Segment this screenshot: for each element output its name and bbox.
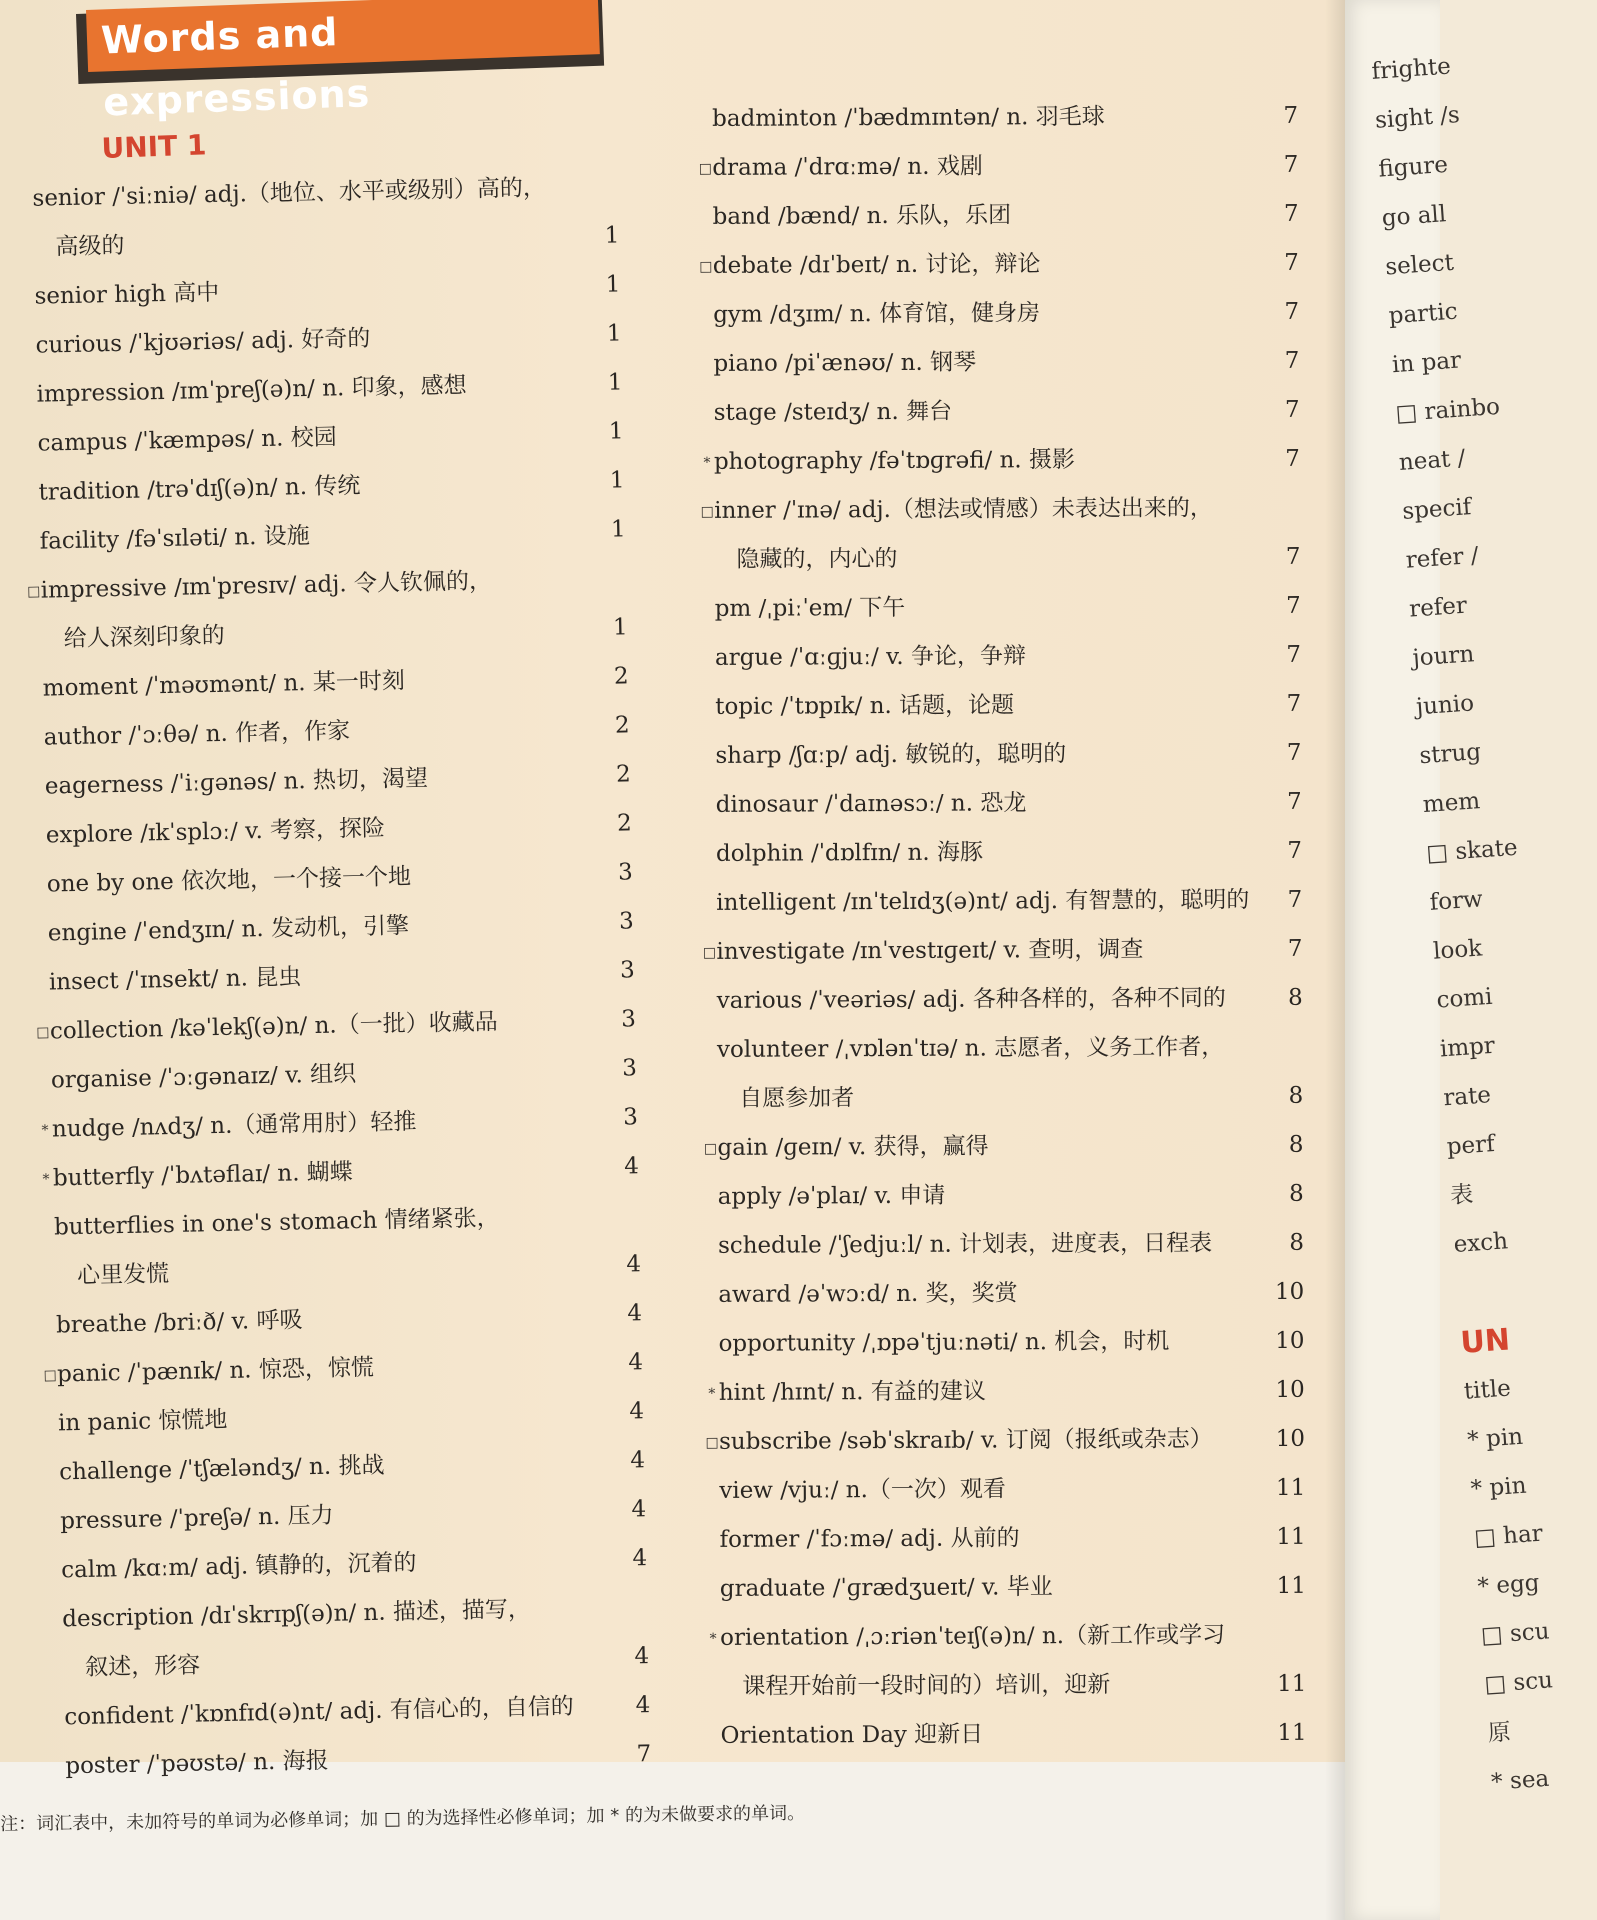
vocab-text: campus /ˈkæmpəs/ n. 校园 — [37, 424, 337, 457]
vocab-text: nudge /nʌdʒ/ n.（通常用肘）轻推 — [51, 1108, 417, 1143]
vocab-entry — [699, 288, 1299, 340]
page-number: 1 — [609, 467, 625, 494]
vocab-text: tradition /trəˈdɪʃ(ə)n/ n. 传统 — [38, 472, 361, 506]
page-number: 11 — [1276, 1572, 1306, 1599]
vocab-entry — [706, 1611, 1306, 1663]
vocab-text: 给人深刻印象的 — [63, 622, 225, 653]
right-page-fragment: frighte — [1370, 53, 1452, 85]
vocab-entry — [704, 1268, 1304, 1320]
page-number: 11 — [1276, 1523, 1306, 1550]
vocab-entry — [702, 827, 1302, 879]
page-number: 3 — [618, 908, 635, 935]
page-number: 7 — [1283, 102, 1299, 129]
vocab-text: impressive /ɪmˈpresɪv/ adj. 令人钦佩的， — [40, 568, 493, 604]
page-number: 1 — [605, 271, 621, 298]
vocab-text: stage /steɪdʒ/ n. 舞台 — [713, 398, 953, 426]
page-number: 7 — [1284, 298, 1300, 325]
vocab-text: organise /ˈɔːɡənaɪz/ v. 组织 — [50, 1061, 357, 1094]
vocab-text: award /əˈwɔːd/ n. 奖，奖赏 — [718, 1280, 1018, 1308]
vocab-entry — [704, 1317, 1304, 1369]
page-number: 4 — [623, 1153, 640, 1180]
page-number: 7 — [636, 1741, 652, 1768]
page-number: 4 — [628, 1349, 644, 1376]
vocab-text: dolphin /ˈdɒlfɪn/ n. 海豚 — [715, 839, 984, 867]
right-page-fragment: forw — [1428, 886, 1484, 916]
footnote: 注：词汇表中，未加符号的单词为必修单词；加 □ 的为选择性必修单词；加 * 的为未做要求的单词。 — [0, 1802, 806, 1835]
optional-marker: * — [703, 454, 711, 471]
right-page-fragment: figure — [1377, 151, 1449, 183]
vocab-text: gym /dʒɪm/ n. 体育馆，健身房 — [713, 300, 1041, 328]
vocab-entry — [706, 1562, 1306, 1614]
vocab-entry — [698, 141, 1298, 193]
vocab-text: photography /fəˈtɒɡrəfi/ n. 摄影 — [713, 447, 1076, 475]
vocab-text: 叙述，形容 — [85, 1652, 201, 1681]
right-page-fragment: UN — [1459, 1322, 1512, 1361]
page-number: 7 — [1284, 249, 1299, 276]
vocabulary-column-left — [18, 162, 652, 1791]
optional-marker: * — [42, 1171, 50, 1188]
vocab-text: insect /ˈɪnsekt/ n. 昆虫 — [48, 964, 302, 996]
page-number: 11 — [1275, 1474, 1306, 1501]
page-number: 8 — [1289, 1229, 1305, 1256]
vocab-text: 课程开始前一段时间的）培训，迎新 — [742, 1671, 1111, 1700]
vocab-text: in panic 惊慌地 — [57, 1406, 228, 1437]
page-number: 1 — [606, 320, 622, 347]
right-page-fragment: * pin — [1466, 1423, 1524, 1454]
page-number: 10 — [1275, 1425, 1306, 1452]
vocab-entry — [698, 92, 1298, 144]
page-number: 10 — [1275, 1376, 1305, 1403]
vocab-text: badminton /ˈbædmɪntən/ n. 羽毛球 — [712, 103, 1105, 132]
page-number: 3 — [620, 1006, 637, 1033]
vocab-text: schedule /ˈʃedjuːl/ n. 计划表，进度表，日程表 — [717, 1230, 1213, 1259]
page-number: 2 — [616, 810, 632, 837]
vocab-text: collection /kəˈlekʃ(ə)n/ n.（一批）收藏品 — [49, 1009, 498, 1045]
page-number: 3 — [621, 1055, 638, 1082]
page-number: 4 — [631, 1496, 647, 1523]
page-number: 1 — [608, 418, 624, 445]
vocab-text: explore /ɪkˈsplɔː/ v. 考察，探险 — [45, 815, 386, 849]
page-number — [578, 162, 618, 163]
vocab-text: 心里发慌 — [76, 1261, 170, 1290]
elective-marker: □ — [703, 1140, 718, 1157]
vocab-text: confident /ˈkɒnfɪd(ə)nt/ adj. 有信心的，自信的 — [64, 1693, 575, 1731]
vocab-text: band /bænd/ n. 乐队，乐团 — [712, 202, 1012, 230]
vocab-text: facility /fəˈsɪləti/ n. 设施 — [39, 522, 311, 555]
elective-marker: □ — [699, 258, 713, 275]
vocab-text: challenge /ˈtʃæləndʒ/ n. 挑战 — [58, 1452, 385, 1486]
optional-marker: * — [41, 1122, 49, 1139]
right-page-fragment: refer / — [1404, 542, 1480, 574]
page-number: 10 — [1275, 1327, 1305, 1354]
vocab-entry — [701, 582, 1301, 634]
right-page-fragment: exch — [1452, 1228, 1509, 1259]
page-number: 7 — [1287, 788, 1302, 815]
page-number: 8 — [1288, 984, 1303, 1011]
vocab-entry — [702, 778, 1302, 830]
vocab-text: panic /ˈpænɪk/ n. 惊恐，惊慌 — [56, 1354, 375, 1388]
page-number: 2 — [613, 663, 629, 690]
right-page-fragment: * egg — [1476, 1569, 1541, 1601]
vocab-entry — [705, 1415, 1305, 1467]
vocab-text: butterfly /ˈbʌtəflaɪ/ n. 蝴蝶 — [52, 1159, 354, 1192]
vocab-text: description /dɪˈskrɪpʃ(ə)n/ n. 描述，描写， — [61, 1596, 532, 1633]
vocab-text: apply /əˈplaɪ/ v. 申请 — [717, 1182, 946, 1210]
right-page-fragment: select — [1384, 249, 1455, 281]
page-number: 4 — [626, 1251, 642, 1278]
page-number: 3 — [617, 859, 634, 886]
vocab-text: calm /kɑːm/ adj. 镇静的，沉着的 — [60, 1549, 417, 1584]
vocab-text: dinosaur /ˈdaɪnəsɔː/ n. 恐龙 — [715, 790, 1027, 818]
vocabulary-column-middle — [698, 92, 1307, 1761]
page-number: 4 — [632, 1545, 648, 1572]
vocab-entry — [706, 1709, 1306, 1761]
page-number: 11 — [1276, 1670, 1307, 1697]
right-page-fragment: □ rainbo — [1394, 393, 1501, 428]
section-title: Words and expressions — [100, 10, 371, 125]
page-number — [608, 1583, 648, 1584]
vocab-text: moment /ˈməʊmənt/ n. 某一时刻 — [42, 668, 406, 702]
right-page-fragment: in par — [1391, 347, 1462, 379]
right-page-fragment: perf — [1445, 1131, 1496, 1161]
vocab-entry — [704, 1170, 1304, 1222]
vocab-entry — [699, 190, 1299, 242]
vocab-text: engine /ˈendʒɪn/ n. 发动机，引擎 — [47, 912, 410, 947]
vocab-text: various /ˈveəriəs/ adj. 各种各样的，各种不同的 — [716, 985, 1226, 1014]
right-page-fragment: mem — [1422, 788, 1481, 819]
vocab-entry — [701, 680, 1301, 732]
right-page-fragment: refer — [1408, 592, 1468, 623]
vocab-entry — [699, 337, 1299, 389]
elective-marker: □ — [26, 583, 41, 600]
vocab-entry — [702, 876, 1302, 928]
page-number: 10 — [1274, 1278, 1305, 1305]
right-page-fragment: title — [1463, 1375, 1512, 1405]
page-number: 4 — [629, 1398, 645, 1425]
vocab-text: drama /ˈdrɑːmə/ n. 戏剧 — [712, 153, 983, 181]
page-number: 2 — [614, 712, 630, 739]
page-number: 1 — [607, 369, 623, 396]
page-number: 1 — [610, 516, 626, 543]
right-page-fragment: 表 — [1449, 1181, 1475, 1210]
right-page-fragment: □ scu — [1480, 1618, 1551, 1650]
vocab-entry — [705, 1464, 1305, 1516]
vocab-entry — [701, 631, 1301, 683]
vocab-text: piano /piˈænəʊ/ n. 钢琴 — [713, 349, 977, 377]
page-number: 2 — [615, 761, 631, 788]
page-number: 7 — [1285, 592, 1301, 619]
page-number: 4 — [627, 1300, 643, 1327]
page-number: 7 — [1283, 200, 1299, 227]
vocab-entry — [700, 435, 1300, 487]
vocab-text: topic /ˈtɒpɪk/ n. 话题，论题 — [715, 692, 1015, 720]
vocab-text: Orientation Day 迎新日 — [720, 1721, 984, 1749]
vocab-text: curious /ˈkjʊəriəs/ adj. 好奇的 — [35, 325, 371, 359]
right-page-fragment: sight /s — [1374, 101, 1461, 134]
elective-marker: □ — [705, 1434, 719, 1451]
vocab-text: view /vjuː/ n.（一次）观看 — [719, 1476, 1006, 1504]
vocab-text: sharp /ʃɑːp/ adj. 敏锐的，聪明的 — [715, 741, 1067, 769]
page-number: 7 — [1285, 445, 1300, 472]
vocab-entry-continuation — [700, 533, 1300, 585]
right-page-fragment: * pin — [1469, 1472, 1528, 1503]
vocab-text: inner /ˈɪnə/ adj.（想法或情感）未表达出来的， — [714, 495, 1213, 524]
page-number: 7 — [1286, 739, 1302, 766]
vocab-entry — [704, 1219, 1304, 1271]
vocab-text: hint /hɪnt/ n. 有益的建议 — [718, 1378, 986, 1406]
vocab-text: investigate /ɪnˈvestɪɡeɪt/ v. 查明，调查 — [716, 936, 1144, 965]
page-number: 7 — [1283, 151, 1299, 178]
vocab-text: poster /ˈpəʊstə/ n. 海报 — [65, 1747, 329, 1780]
elective-marker: □ — [36, 1024, 50, 1041]
optional-marker: * — [708, 1385, 716, 1402]
page-number: 4 — [630, 1447, 646, 1474]
right-page-fragment: specif — [1401, 494, 1473, 525]
vocab-entry — [705, 1513, 1305, 1565]
page-number: 1 — [612, 614, 628, 641]
page-number: 7 — [1286, 641, 1302, 668]
right-page-fragment: comi — [1435, 983, 1494, 1014]
elective-marker: □ — [702, 944, 717, 961]
vocab-text: butterflies in one's stomach 情绪紧张， — [53, 1205, 500, 1241]
right-page-fragment: impr — [1439, 1032, 1496, 1063]
vocab-text: gain /ɡeɪn/ v. 获得，赢得 — [717, 1133, 989, 1161]
right-page-fragment: □ scu — [1483, 1667, 1554, 1698]
vocab-text: 隐藏的，内心的 — [736, 545, 898, 573]
right-page-fragment — [1455, 1264, 1548, 1319]
vocab-text: one by one 依次地，一个接一个地 — [46, 863, 412, 898]
vocab-text: breathe /briːð/ v. 呼吸 — [55, 1307, 303, 1339]
vocab-text: graduate /ˈɡrædʒueɪt/ v. 毕业 — [719, 1574, 1053, 1602]
page-number: 3 — [619, 957, 636, 984]
page-number: 7 — [1287, 935, 1303, 962]
vocab-text: opportunity /ˌɒpəˈtjuːnəti/ n. 机会，时机 — [718, 1328, 1170, 1357]
page-number: 1 — [604, 222, 620, 249]
vocab-entry-continuation — [703, 1072, 1303, 1124]
vocab-entry — [703, 1121, 1303, 1173]
vocab-text: pressure /ˈpreʃə/ n. 压力 — [59, 1502, 334, 1535]
right-page-fragment: □ har — [1473, 1520, 1544, 1552]
vocab-entry — [703, 1023, 1303, 1075]
right-page-fragment: □ skate — [1425, 834, 1519, 868]
vocab-text: eagerness /ˈiːɡənəs/ n. 热切，渴望 — [44, 765, 429, 800]
vocab-text: former /ˈfɔːmə/ adj. 从前的 — [719, 1525, 1020, 1553]
vocab-entry — [699, 239, 1299, 291]
vocab-text: orientation /ˌɔːriənˈteɪʃ(ə)n/ n.（新工作或学习 — [720, 1622, 1226, 1651]
page-number: 7 — [1285, 543, 1301, 570]
vocab-text: subscribe /səbˈskraɪb/ v. 订阅（报纸或杂志） — [718, 1426, 1213, 1455]
right-page-fragment: go all — [1381, 201, 1447, 232]
vocab-entry — [703, 974, 1303, 1026]
page-number: 8 — [1289, 1180, 1304, 1207]
vocab-text: senior /ˈsiːniə/ adj.（地位、水平或级别）高的， — [32, 174, 547, 212]
right-page-fragment: look — [1432, 935, 1483, 965]
optional-marker: * — [709, 1630, 717, 1647]
page-number: 11 — [1277, 1719, 1307, 1746]
right-page-fragment: strug — [1418, 739, 1482, 770]
vocab-text: author /ˈɔːθə/ n. 作者，作家 — [43, 718, 351, 751]
vocab-entry — [700, 386, 1300, 438]
vocab-text: intelligent /ɪnˈtelɪdʒ(ə)nt/ adj. 有智慧的，聪明的 — [716, 887, 1250, 916]
unit-heading: UNIT 1 — [101, 128, 208, 165]
vocab-entry — [702, 925, 1302, 977]
vocab-entry — [700, 484, 1300, 536]
page-number: 7 — [1286, 690, 1302, 717]
vocab-text: 高级的 — [55, 232, 125, 261]
right-page-fragment: * sea — [1490, 1765, 1551, 1796]
page-number: 4 — [634, 1643, 650, 1670]
vocab-entry — [701, 729, 1301, 781]
page-number: 7 — [1284, 396, 1300, 423]
elective-marker: □ — [698, 160, 713, 177]
vocab-text: impression /ɪmˈpreʃ(ə)n/ n. 印象，感想 — [36, 372, 467, 408]
vocab-text: argue /ˈɑːɡjuː/ v. 争论，争辩 — [714, 643, 1027, 671]
elective-marker: □ — [700, 503, 714, 520]
page-number: 8 — [1288, 1131, 1304, 1158]
page-number: 4 — [635, 1692, 651, 1719]
right-page-fragment: 原 — [1486, 1719, 1512, 1747]
vocab-entry — [705, 1366, 1305, 1418]
page-number — [586, 554, 626, 555]
page-number: 7 — [1287, 886, 1303, 913]
right-page-fragment: neat / — [1398, 445, 1467, 476]
vocab-entry-continuation — [706, 1660, 1306, 1712]
right-page-fragment: junio — [1415, 690, 1475, 721]
page-number: 7 — [1287, 837, 1303, 864]
vocab-text: volunteer /ˌvɒlənˈtɪə/ n. 志愿者，义务工作者， — [716, 1034, 1225, 1063]
right-page-fragment: rate — [1442, 1082, 1492, 1112]
vocab-text: debate /dɪˈbeɪt/ n. 讨论，辩论 — [712, 251, 1041, 279]
page-number: 8 — [1288, 1082, 1304, 1109]
page-number: 7 — [1284, 347, 1300, 374]
right-page-fragment: partic — [1387, 298, 1459, 330]
vocab-text: 自愿参加者 — [739, 1085, 855, 1112]
page-number: 3 — [622, 1104, 639, 1131]
right-page-fragment: journ — [1411, 641, 1476, 672]
page-number — [599, 1191, 639, 1192]
vocab-text: pm /ˌpiːˈem/ 下午 — [714, 594, 906, 622]
elective-marker: □ — [43, 1366, 57, 1384]
vocab-text: senior high 高中 — [34, 279, 220, 310]
